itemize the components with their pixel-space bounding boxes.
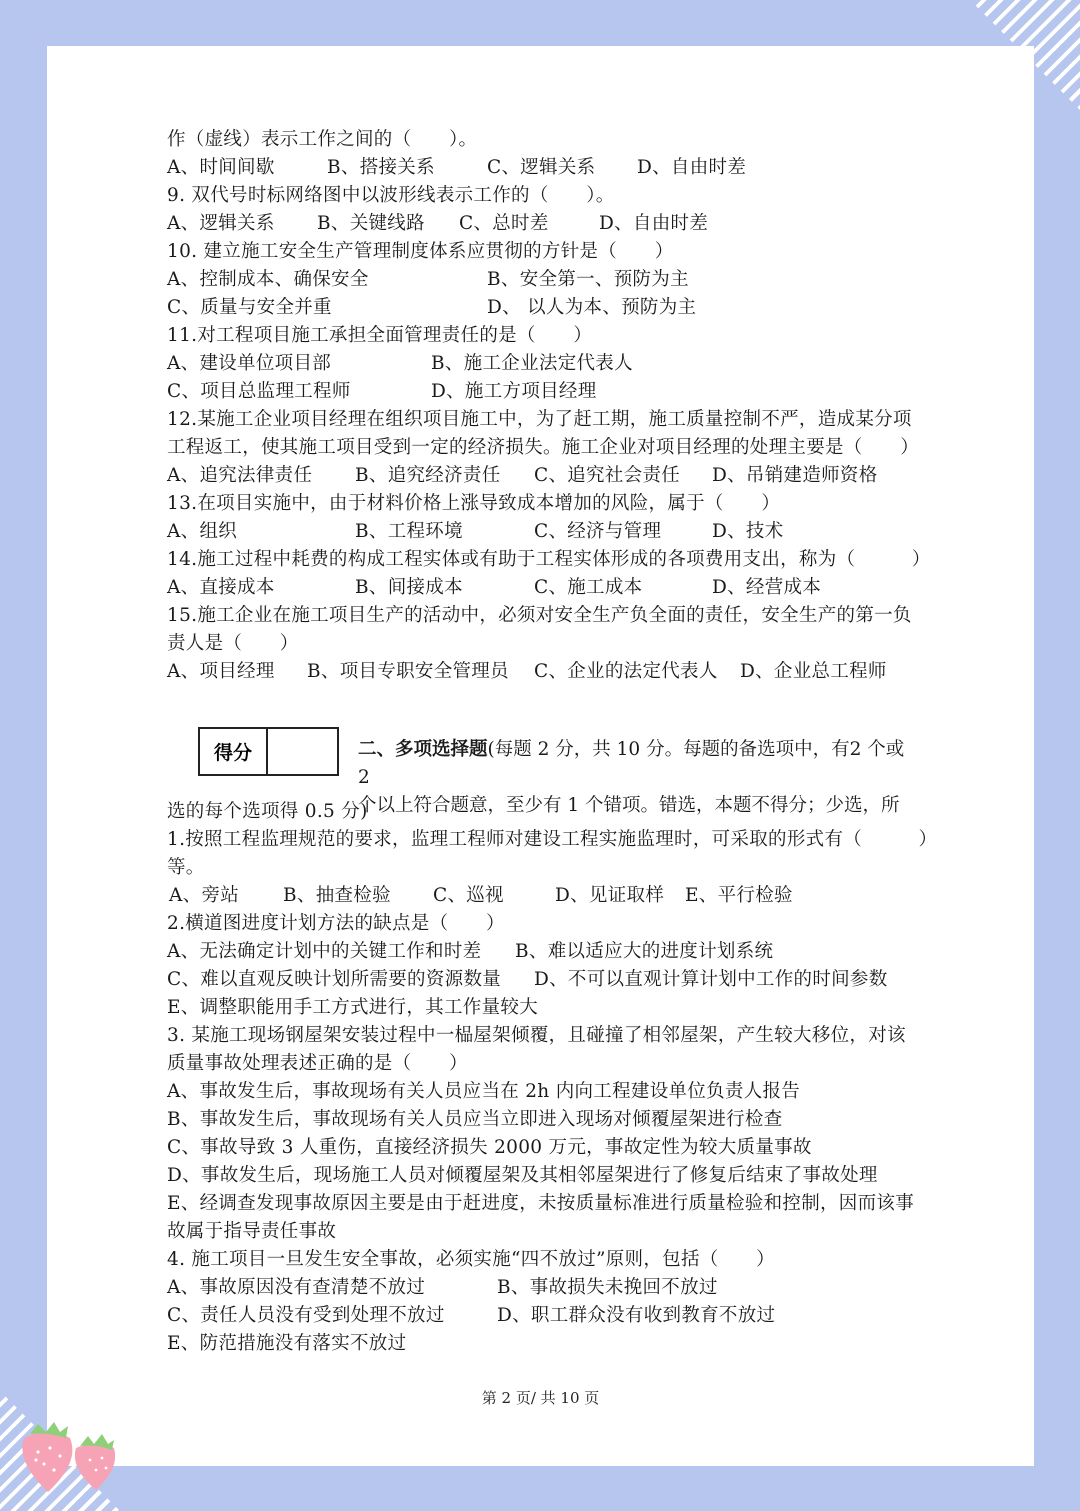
- q11-options-row1: [167, 350, 927, 378]
- m2-option-a[interactable]: A、无法确定计划中的关键工作和时差: [167, 941, 482, 962]
- q15-options: [167, 658, 927, 686]
- q14-stem: 14.施工过程中耗费的构成工程实体或有助于工程实体形成的各项费用支出，称为（ ）: [167, 549, 931, 570]
- q15-stem-line1: 15.施工企业在施工项目生产的活动中，必须对安全生产负全面的责任，安全生产的第一负: [167, 605, 912, 626]
- m3-option-a[interactable]: A、事故发生后，事故现场有关人员应当在 2h 内向工程建设单位负责人报告: [167, 1081, 801, 1102]
- q11-option-d[interactable]: D、施工方项目经理: [431, 381, 597, 402]
- section2-header: [358, 736, 918, 820]
- m1-option-d[interactable]: D、见证取样: [555, 885, 665, 906]
- score-label: 得分: [200, 729, 268, 774]
- m3-stem-line2: 质量事故处理表述正确的是（ ）: [167, 1053, 468, 1074]
- q13-option-b[interactable]: B、工程环境: [355, 521, 463, 542]
- q9-options: [167, 210, 927, 238]
- m2-options-row1: [167, 938, 927, 966]
- q13-option-d[interactable]: D、技术: [712, 521, 784, 542]
- score-field[interactable]: [268, 729, 337, 774]
- q15-stem-line2: 责人是（ ）: [167, 633, 299, 654]
- q12-stem-line1: 12.某施工企业项目经理在组织项目施工中，为了赶工期，施工质量控制不严，造成某分项: [167, 409, 912, 430]
- q15-option-b[interactable]: B、项目专职安全管理员: [307, 661, 509, 682]
- q13-option-a[interactable]: A、组织: [167, 521, 238, 542]
- score-box: [198, 727, 339, 776]
- strawberry-small: [75, 1434, 115, 1490]
- strawberry-icon: [8, 1412, 128, 1496]
- q10-option-d[interactable]: D、 以人为本、预防为主: [487, 297, 697, 318]
- q8-option-a[interactable]: A、时间间歇: [167, 157, 275, 178]
- m4-stem: 4. 施工项目一旦发生安全事故，必须实施“四不放过”原则，包括（ ）: [167, 1249, 775, 1270]
- m1-option-a[interactable]: A、旁站: [169, 885, 240, 906]
- q13-stem: 13.在项目实施中，由于材料价格上涨导致成本增加的风险，属于（ ）: [167, 493, 781, 514]
- section2-title: 二、多项选择题: [358, 739, 488, 760]
- q8-options: [167, 154, 927, 182]
- m2-option-b[interactable]: B、难以适应大的进度计划系统: [515, 941, 774, 962]
- q9-option-d[interactable]: D、自由时差: [599, 213, 709, 234]
- m3-option-d[interactable]: D、事故发生后，现场施工人员对倾覆屋架及其相邻屋架进行了修复后结束了事故处理: [167, 1165, 878, 1186]
- q12-option-a[interactable]: A、追究法律责任: [167, 465, 313, 486]
- q8-option-b[interactable]: B、搭接关系: [327, 157, 435, 178]
- q14-option-b[interactable]: B、间接成本: [355, 577, 463, 598]
- q10-option-b[interactable]: B、安全第一、预防为主: [487, 269, 689, 290]
- q9-option-b[interactable]: B、关键线路: [317, 213, 425, 234]
- q11-option-a[interactable]: A、建设单位项目部: [167, 353, 332, 374]
- q9-option-a[interactable]: A、逻辑关系: [167, 213, 275, 234]
- exam-page: [47, 46, 1034, 1466]
- q13-option-c[interactable]: C、经济与管理: [534, 521, 662, 542]
- m2-option-c[interactable]: C、难以直观反映计划所需要的资源数量: [167, 969, 502, 990]
- m2-option-e[interactable]: E、调整职能用手工方式进行，其工作量较大: [167, 997, 539, 1018]
- m1-options: [167, 882, 927, 910]
- q14-option-d[interactable]: D、经营成本: [712, 577, 822, 598]
- m1-stem-line2: 等。: [167, 857, 205, 878]
- q8-option-d[interactable]: D、自由时差: [637, 157, 747, 178]
- m2-options-row2: [167, 966, 927, 994]
- m4-options-row2: [167, 1302, 927, 1330]
- q12-options: [167, 462, 927, 490]
- q14-option-a[interactable]: A、直接成本: [167, 577, 275, 598]
- m4-option-d[interactable]: D、职工群众没有收到教育不放过: [497, 1305, 776, 1326]
- m1-stem-line1: 1.按照工程监理规范的要求，监理工程师对建设工程实施监理时，可采取的形式有（ ）: [167, 829, 938, 850]
- page-number: 第 2 页/ 共 10 页: [481, 1389, 600, 1407]
- section2-desc-line3: 选的每个选项得 0.5 分): [167, 801, 368, 822]
- q13-options: [167, 518, 927, 546]
- q8-option-c[interactable]: C、逻辑关系: [487, 157, 596, 178]
- q10-options-row2: [167, 294, 927, 322]
- q10-stem: 10. 建立施工安全生产管理制度体系应贯彻的方针是（ ）: [167, 241, 674, 262]
- q8-continuation: 作（虚线）表示工作之间的（ ）。: [167, 129, 478, 150]
- q14-options: [167, 574, 927, 602]
- q9-stem: 9. 双代号时标网络图中以波形线表示工作的（ ）。: [167, 185, 615, 206]
- q11-option-c[interactable]: C、项目总监理工程师: [167, 381, 351, 402]
- q15-option-a[interactable]: A、项目经理: [167, 661, 275, 682]
- m3-option-c[interactable]: C、事故导致 3 人重伤，直接经济损失 2000 万元，事故定性为较大质量事故: [167, 1137, 812, 1158]
- q10-option-a[interactable]: A、控制成本、确保安全: [167, 269, 369, 290]
- q14-option-c[interactable]: C、施工成本: [534, 577, 643, 598]
- q11-options-row2: [167, 378, 927, 406]
- q12-option-b[interactable]: B、追究经济责任: [355, 465, 501, 486]
- q12-stem-line2: 工程返工，使其施工项目受到一定的经济损失。施工企业对项目经理的处理主要是（ ）: [167, 437, 920, 458]
- section2-desc-line2: 个以上符合题意，至少有 1 个错项。错选，本题不得分；少选，所: [358, 795, 900, 816]
- q12-option-d[interactable]: D、吊销建造师资格: [712, 465, 878, 486]
- section2-desc-line1: (每题 2 分，共 10 分。每题的备选项中，有2 个或 2: [358, 739, 905, 788]
- m3-stem-line1: 3. 某施工现场钢屋架安装过程中一榀屋架倾覆，且碰撞了相邻屋架，产生较大移位，对该: [167, 1025, 906, 1046]
- q9-option-c[interactable]: C、总时差: [459, 213, 549, 234]
- q15-option-c[interactable]: C、企业的法定代表人: [534, 661, 718, 682]
- m2-option-d[interactable]: D、不可以直观计算计划中工作的时间参数: [534, 969, 888, 990]
- q12-option-c[interactable]: C、追究社会责任: [534, 465, 681, 486]
- m1-option-c[interactable]: C、巡视: [433, 885, 504, 906]
- m4-options-row1: [167, 1274, 927, 1302]
- q11-stem: 11.对工程项目施工承担全面管理责任的是（ ）: [167, 325, 593, 346]
- m1-option-e[interactable]: E、平行检验: [685, 885, 793, 906]
- m4-option-c[interactable]: C、责任人员没有受到处理不放过: [167, 1305, 445, 1326]
- m3-option-e-cont: 故属于指导责任事故: [167, 1221, 337, 1242]
- m3-option-e[interactable]: E、经调查发现事故原因主要是由于赶进度，未按质量标准进行质量检验和控制，因而该事: [167, 1193, 915, 1214]
- m1-option-b[interactable]: B、抽查检验: [283, 885, 391, 906]
- strawberry-large: [22, 1422, 72, 1492]
- q15-option-d[interactable]: D、企业总工程师: [740, 661, 887, 682]
- m4-option-a[interactable]: A、事故原因没有查清楚不放过: [167, 1277, 426, 1298]
- m4-option-e[interactable]: E、防范措施没有落实不放过: [167, 1333, 407, 1354]
- m2-stem: 2.横道图进度计划方法的缺点是（ ）: [167, 913, 505, 934]
- q10-option-c[interactable]: C、质量与安全并重: [167, 297, 332, 318]
- m4-option-b[interactable]: B、事故损失未挽回不放过: [497, 1277, 718, 1298]
- m3-option-b[interactable]: B、事故发生后，事故现场有关人员应当立即进入现场对倾覆屋架进行检查: [167, 1109, 783, 1130]
- q10-options-row1: [167, 266, 927, 294]
- q11-option-b[interactable]: B、施工企业法定代表人: [431, 353, 633, 374]
